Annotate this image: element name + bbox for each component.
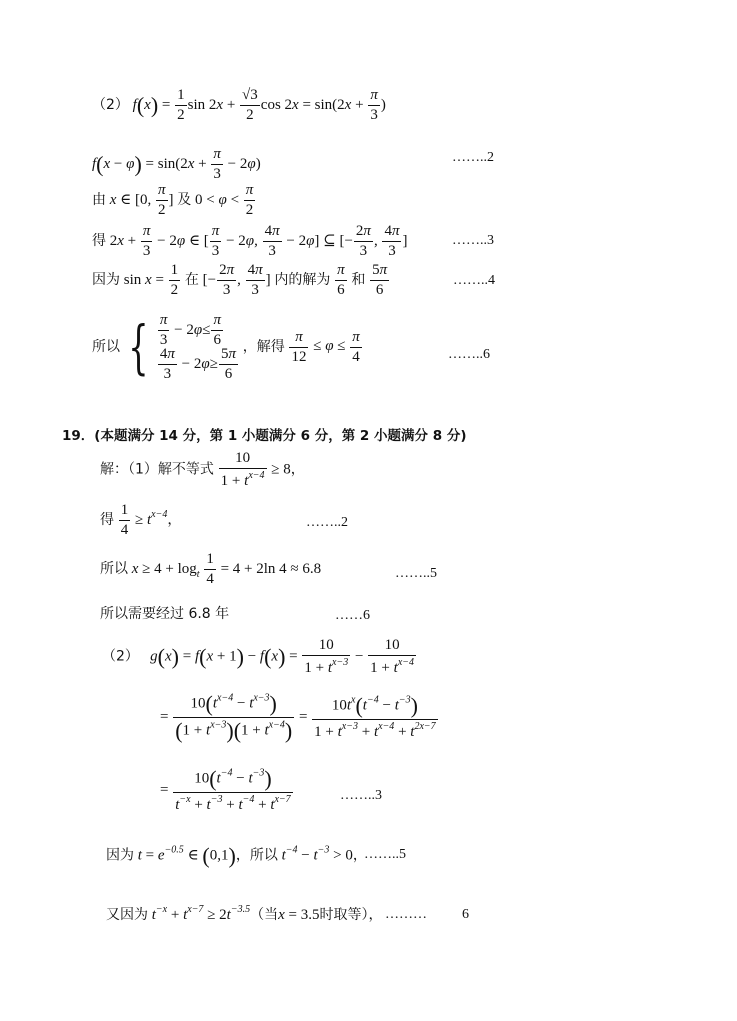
text-dang: （当 <box>250 907 279 923</box>
text-suoyi3: ，所以 <box>235 847 278 864</box>
text-yinwei: 因为 <box>92 271 120 288</box>
text-jie: 解：（1）解不等式 <box>100 461 214 478</box>
text-he: 和 <box>351 271 366 288</box>
line-1 <box>92 88 386 123</box>
line-5: 因为 sin x = $\frac{1}{2}$ 在 [− $\frac{2\pi}{3}$ , $\frac{4\pi}{3}$ ] 内的解为 $\frac{\pi}{6}$ 和 $\frac{5\pi}{6}$ <box>92 262 388 298</box>
line-6: 所以 { $\frac{\pi}{3}$ − 2 φ ≤ $\frac{\pi}{6}$ $\frac{4\pi}{3}$ − 2 φ ≥ $\frac{5\pi}{6}$ ，解得 $\frac{\pi}{12}$ ≤ φ ≤ $\frac{\pi}{4}$ <box>92 311 360 382</box>
sol-line-7: = $\frac{10(t^{-4} - t^{-3})}{t^{-x} + t^{-3} + t^{-4} + t^{x-7}}$ <box>160 766 291 813</box>
sol-line-6: = $\frac{10(t^{x-4} - t^{x-3})}{(1 + t^{x-3})(1 + t^{x-4})}$ = $\frac{10t^x(t^{-4} - t^{-3})}{1 + t^{x-3} + t^{x-4} + t^{2x-7}}$ <box>160 691 436 743</box>
dots-s8: ……..5 <box>364 847 406 862</box>
line-2 <box>92 147 261 182</box>
text-you: 由 <box>92 191 106 208</box>
sol-line-3: 所以 $x \ge 4 + \log_t$ $\frac{1}{4}$ = 4 + 2ln 4 ≈ 6.8 <box>100 551 322 587</box>
line-4: 得 2x + $\frac{\pi}{3}$ − 2φ ∈ [ $\frac{\pi}{3}$ − 2φ, $\frac{4\pi}{3}$ − 2φ] ⊆ [− $\frac{2\pi}{3}$ , $\frac{4\pi}{3}$ ] <box>92 223 408 259</box>
comma2: ， <box>167 511 182 528</box>
text-jiede: ，解得 <box>242 339 285 355</box>
sol-line-1: 解：（1）解不等式 $\frac{10}{1 + t^{x-4}}$ ≥ 8， <box>100 450 305 489</box>
text-youyinwei: 又因为 <box>106 907 148 923</box>
dots-s9: ……… <box>385 907 427 922</box>
sol-line-4: 所以需要经过 6.8 年 <box>100 606 230 622</box>
dots-4: ……..4 <box>453 273 495 288</box>
question-19-header: 19．(本题满分 14 分，第 1 小题满分 6 分，第 2 小题满分 8 分) <box>62 428 467 444</box>
dots-2: ……..2 <box>452 150 494 165</box>
text-zai: 在 <box>184 271 199 288</box>
text-suoyi2: 所以 <box>100 560 128 577</box>
brace-icon: { <box>128 313 149 381</box>
sol-line-8: 因为 $t = e^{-0.5}$ ∈ (0,1)，所以 $t^{-4} - t^{-3} > 0$， <box>106 843 367 868</box>
formula-shift: f(x − φ) = sin(2x + $\frac{\pi}{3}$ − 2φ) <box>92 146 261 182</box>
text-yinwei2: 因为 <box>106 847 134 864</box>
score-s9: 6 <box>462 907 469 922</box>
text-jiewei: 内的解为 <box>274 271 331 288</box>
dots-3: ……..3 <box>452 233 494 248</box>
sol-line-2: 得 $\frac{1}{4}$ ≥ $t^{x-4}$， <box>100 502 182 538</box>
dots-s7: ……..3 <box>340 788 382 803</box>
dots-s2: ……..2 <box>306 515 348 530</box>
sol-line-9: 又因为 $t^{-x} + t^{x-7} \ge 2t^{-3.5}$（当x = 3.5时取等）， <box>106 904 383 923</box>
part-label: （2） <box>92 96 129 113</box>
dots-6: ……..6 <box>448 347 490 362</box>
text-de2: 得 <box>100 511 114 528</box>
dots-s4: ……6 <box>335 608 370 623</box>
formula-f: f(x) = $\frac{1}{2}$ sin 2x + $\frac{√3}{2}$ cos 2x = sin(2x + $\frac{\pi}{3}$ ) <box>132 87 386 123</box>
dots-s3: ……..5 <box>395 566 437 581</box>
text-qudeng: 时取等）， <box>319 907 383 923</box>
inequality-system: $\frac{\pi}{3}$ − 2 φ ≤ $\frac{\pi}{6}$ $\frac{4\pi}{3}$ − 2 φ ≥ $\frac{5\pi}{6}$ <box>159 311 236 382</box>
text-suoyi: 所以 <box>92 339 120 355</box>
line-3: 由 x ∈ [0, $\frac{\pi}{2}$ ] 及 0 < φ < $\frac{\pi}{2}$ <box>92 182 254 218</box>
part-label-2: （2） <box>102 648 139 665</box>
text-de: 得 <box>92 232 106 249</box>
comma: ， <box>290 461 305 478</box>
sol-line-5: （2） g(x) = f(x + 1) − f(x) = $\frac{10}{1 + t^{x-3}}$ − $\frac{10}{1 + t^{x-4}}$ <box>102 637 414 676</box>
comma3: ， <box>352 847 367 864</box>
text-ji: 及 <box>177 191 192 208</box>
